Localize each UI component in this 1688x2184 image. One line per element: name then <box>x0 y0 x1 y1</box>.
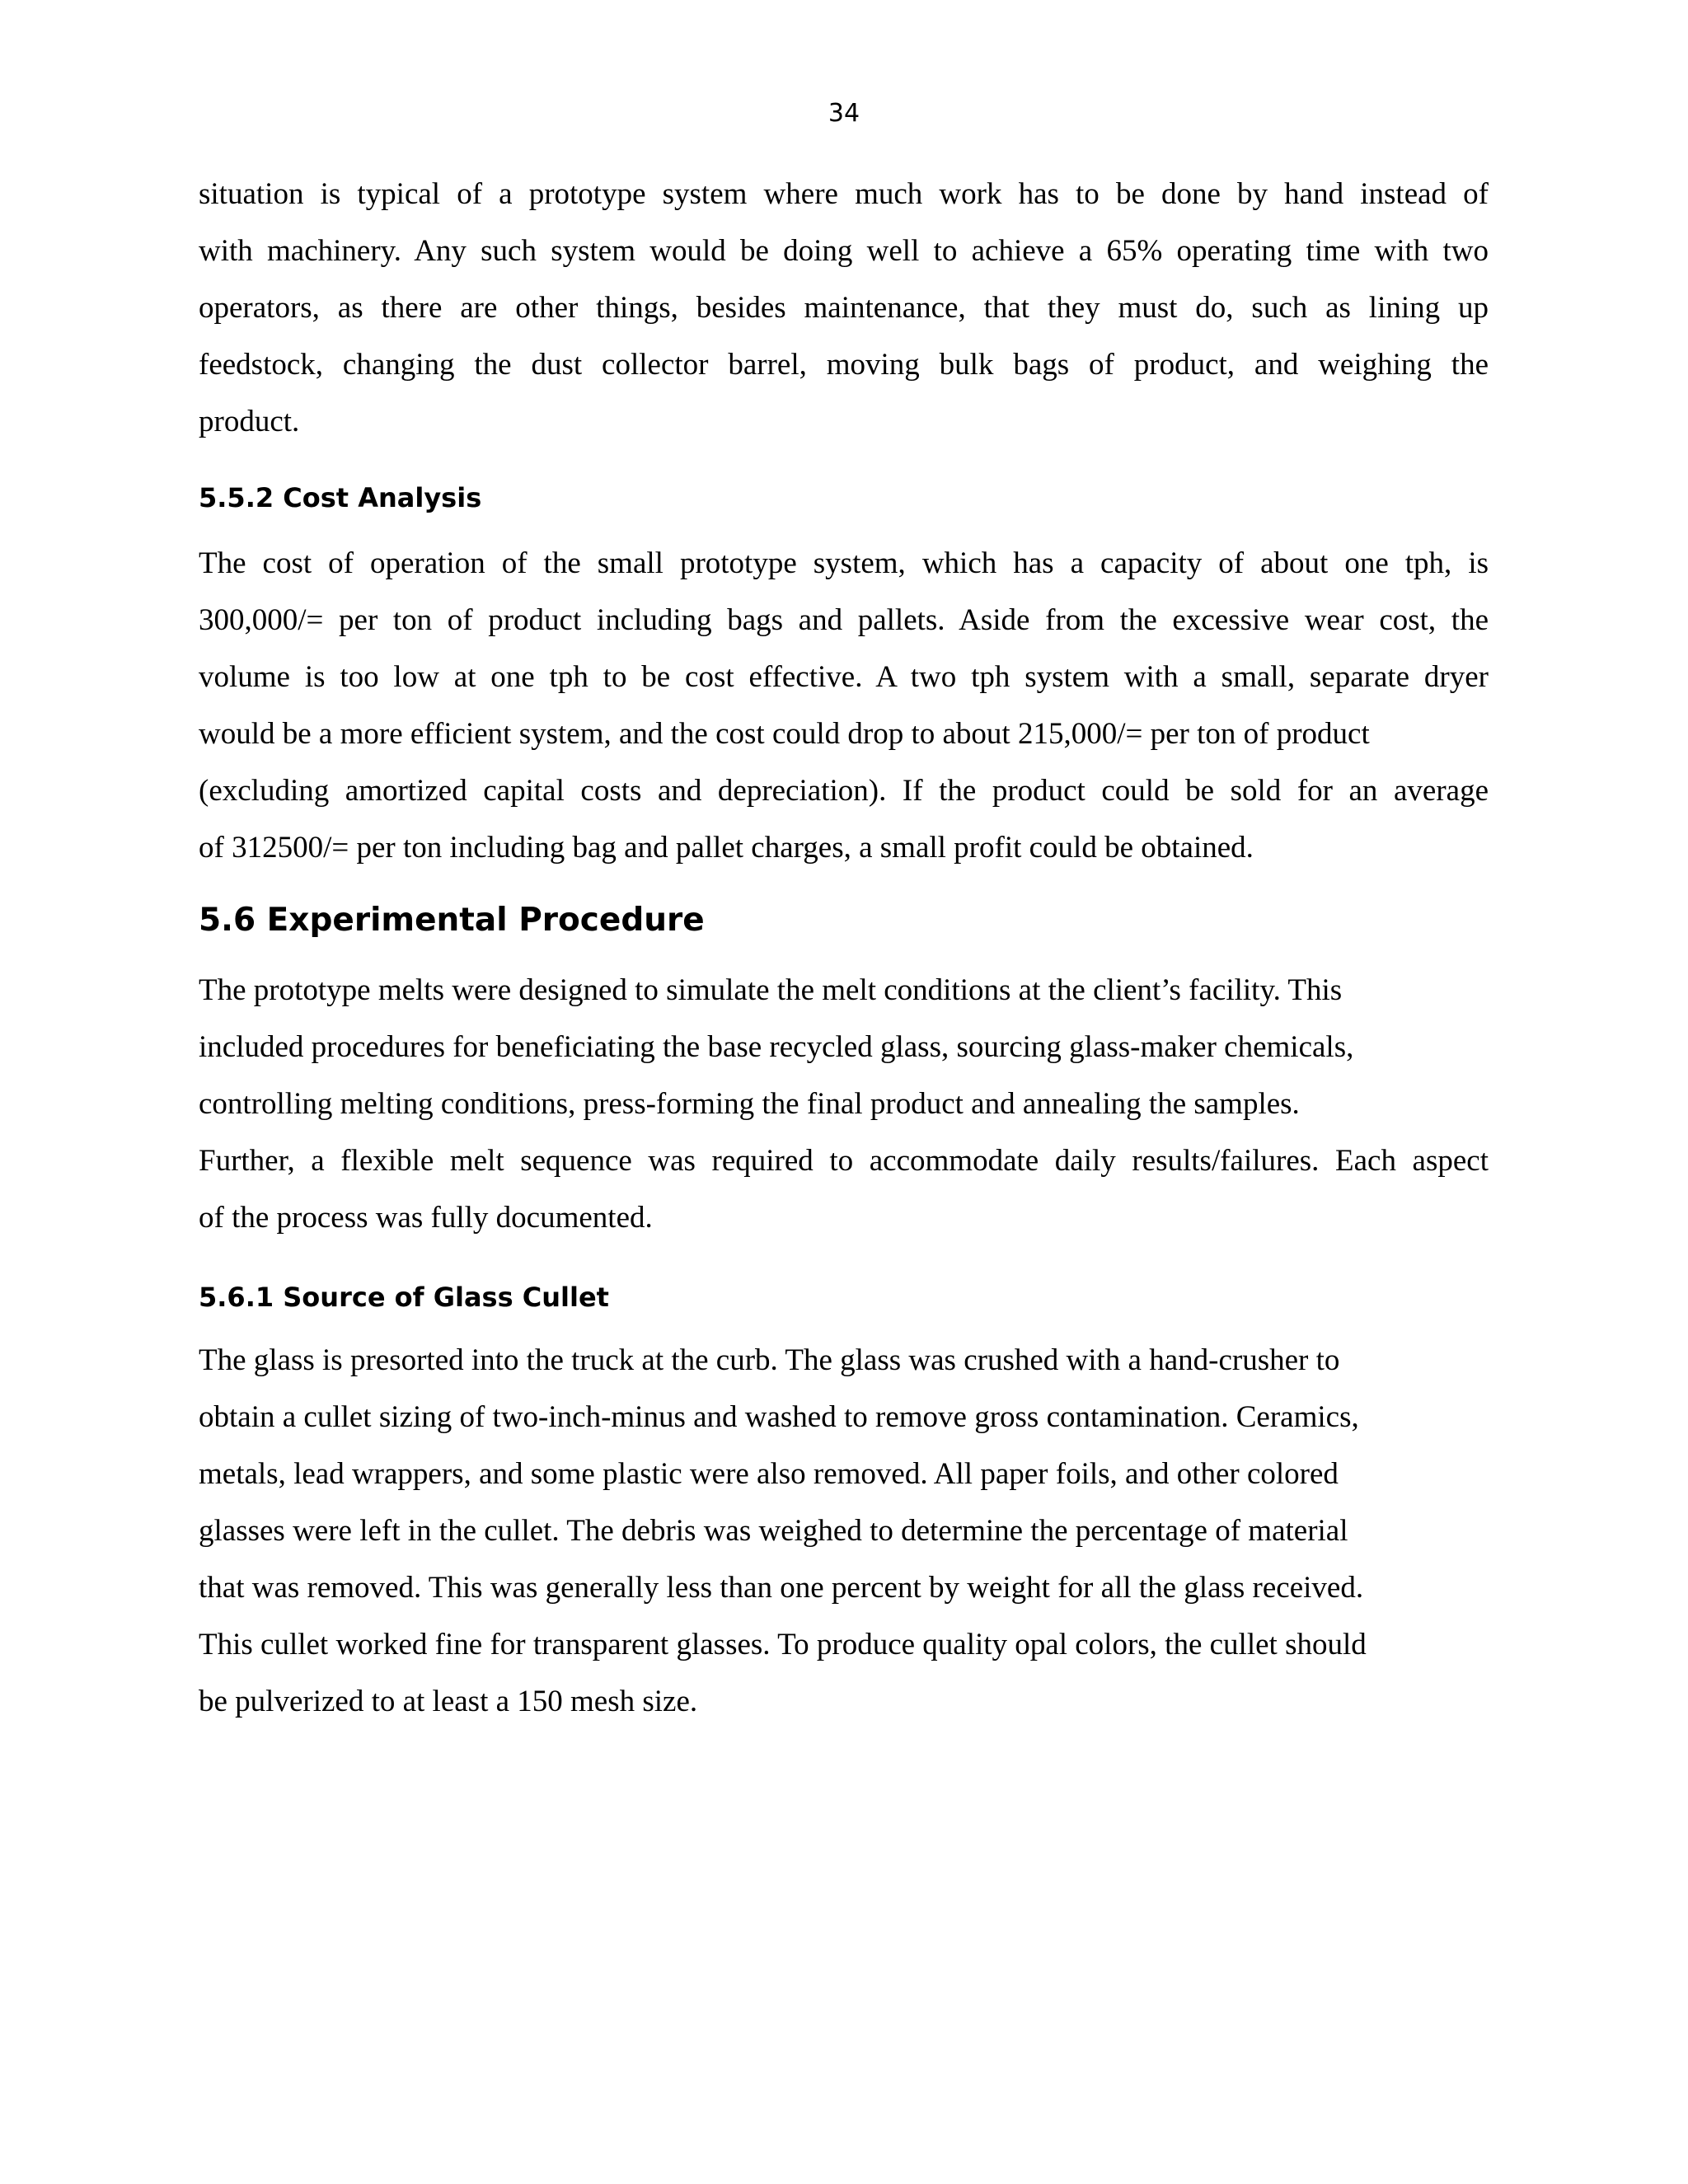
paragraph-line: obtain a cullet sizing of two-inch-minus and washed to remove gross contamination. Ceramics, <box>199 1400 1359 1434</box>
paragraph-line: controlling melting conditions, press-forming the final product and annealing the samples. <box>199 1087 1300 1121</box>
paragraph-line: that was removed. This was generally less than one percent by weight for all the glass received. <box>199 1571 1364 1605</box>
paragraph-line: The prototype melts were designed to simulate the melt conditions at the client’s facility. This <box>199 973 1343 1007</box>
page-content <box>199 166 1489 1730</box>
paragraph-line: with machinery. Any such system would be doing well to achieve a 65% operating time with two <box>199 234 1489 268</box>
section-heading-glass-cullet: 5.6.1 Source of Glass Cullet <box>199 1282 609 1313</box>
paragraph-line: This cullet worked fine for transparent glasses. To produce quality opal colors, the cullet should <box>199 1628 1367 1661</box>
paragraph-line: of 312500/= per ton including bag and pallet charges, a small profit could be obtained. <box>199 831 1254 865</box>
paragraph-line: (excluding amortized capital costs and depreciation). If the product could be sold for an average <box>199 774 1489 808</box>
paragraph-line: of the process was fully documented. <box>199 1201 653 1235</box>
section-heading-experimental-procedure: 5.6 Experimental Procedure <box>199 902 705 939</box>
experimental-procedure-paragraph <box>199 962 1489 1246</box>
paragraph-line: operators, as there are other things, besides maintenance, that they must do, such as lining up <box>199 291 1489 325</box>
paragraph-line: included procedures for beneficiating the base recycled glass, sourcing glass-maker chemicals, <box>199 1030 1354 1064</box>
paragraph-line: situation is typical of a prototype system where much work has to be done by hand instead of <box>199 177 1489 211</box>
paragraph-line: The glass is presorted into the truck at the curb. The glass was crushed with a hand-crusher to <box>199 1343 1340 1377</box>
paragraph-line: would be a more efficient system, and the cost could drop to about 215,000/= per ton of product <box>199 717 1370 751</box>
section-heading-cost-analysis: 5.5.2 Cost Analysis <box>199 482 482 513</box>
paragraph-line: 300,000/= per ton of product including bags and pallets. Aside from the excessive wear cost, the <box>199 603 1489 637</box>
paragraph-line: The cost of operation of the small prototype system, which has a capacity of about one tph, is <box>199 546 1489 580</box>
intro-paragraph <box>199 166 1489 450</box>
glass-cullet-paragraph <box>199 1332 1489 1730</box>
cost-analysis-paragraph <box>199 535 1489 876</box>
paragraph-line: volume is too low at one tph to be cost effective. A two tph system with a small, separate dryer <box>199 660 1489 694</box>
paragraph-line: metals, lead wrappers, and some plastic were also removed. All paper foils, and other colored <box>199 1457 1339 1491</box>
paragraph-line: feedstock, changing the dust collector barrel, moving bulk bags of product, and weighing the <box>199 348 1489 382</box>
paragraph-line: glasses were left in the cullet. The debris was weighed to determine the percentage of material <box>199 1514 1348 1548</box>
page-number: 34 <box>828 99 860 128</box>
paragraph-line: product. <box>199 405 300 438</box>
paragraph-line: Further, a flexible melt sequence was required to accommodate daily results/failures. Each aspect <box>199 1144 1489 1178</box>
paragraph-line: be pulverized to at least a 150 mesh size. <box>199 1685 698 1718</box>
